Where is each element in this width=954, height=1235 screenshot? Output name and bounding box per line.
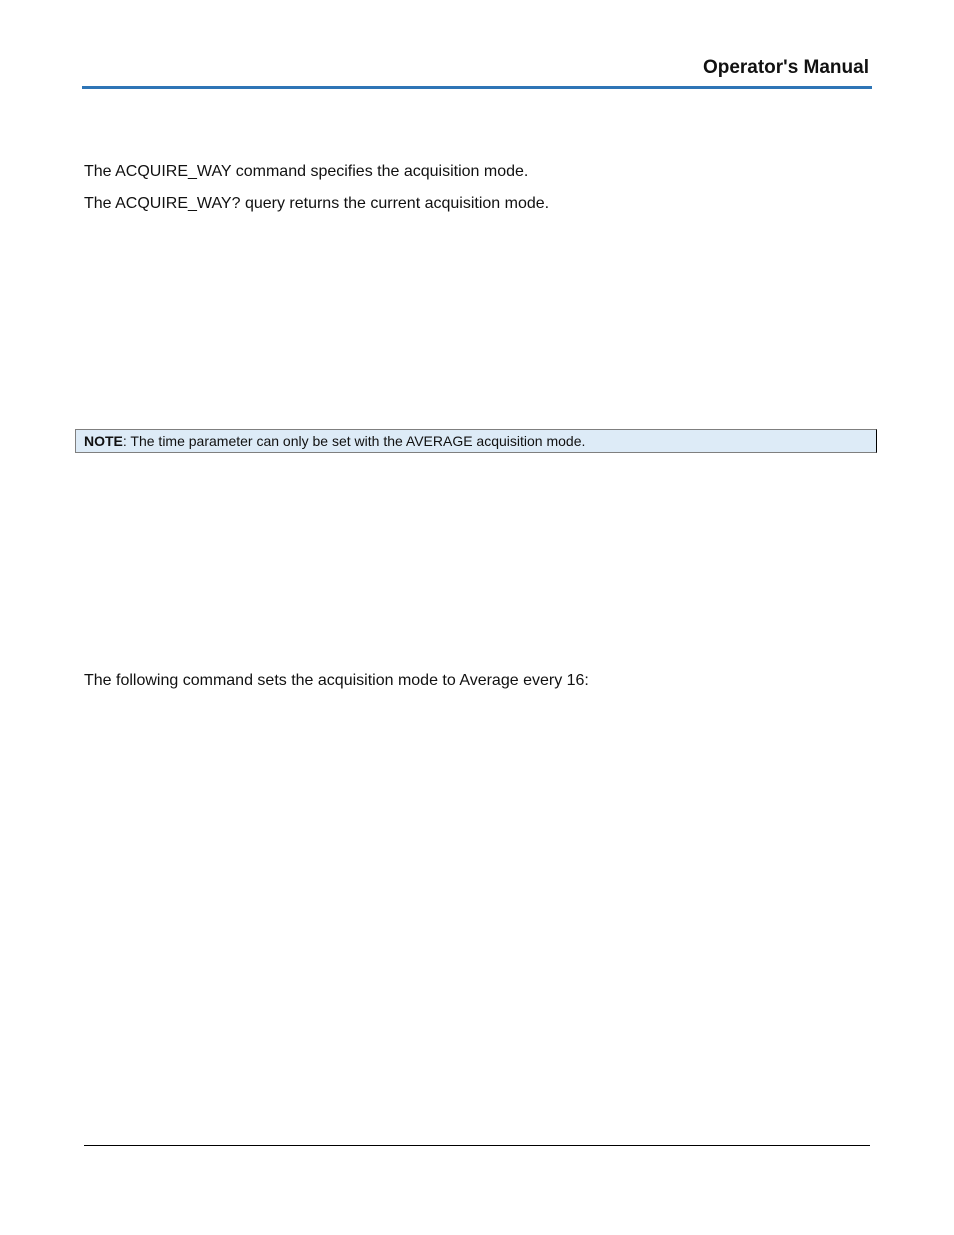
page-header-title: Operator's Manual — [702, 57, 869, 78]
footer-divider — [84, 1145, 870, 1146]
note-text: : The time parameter can only be set with the AVERAGE acquisition mode. — [122, 433, 586, 449]
header-divider — [82, 86, 872, 89]
note-label: NOTE — [84, 433, 123, 449]
query-description: The ACQUIRE_WAY? query returns the current acquisition mode. — [84, 195, 550, 212]
note-box — [75, 429, 877, 453]
example-description: The following command sets the acquisition mode to Average every 16: — [84, 672, 589, 689]
command-description: The ACQUIRE_WAY command specifies the acquisition mode. — [84, 163, 529, 180]
